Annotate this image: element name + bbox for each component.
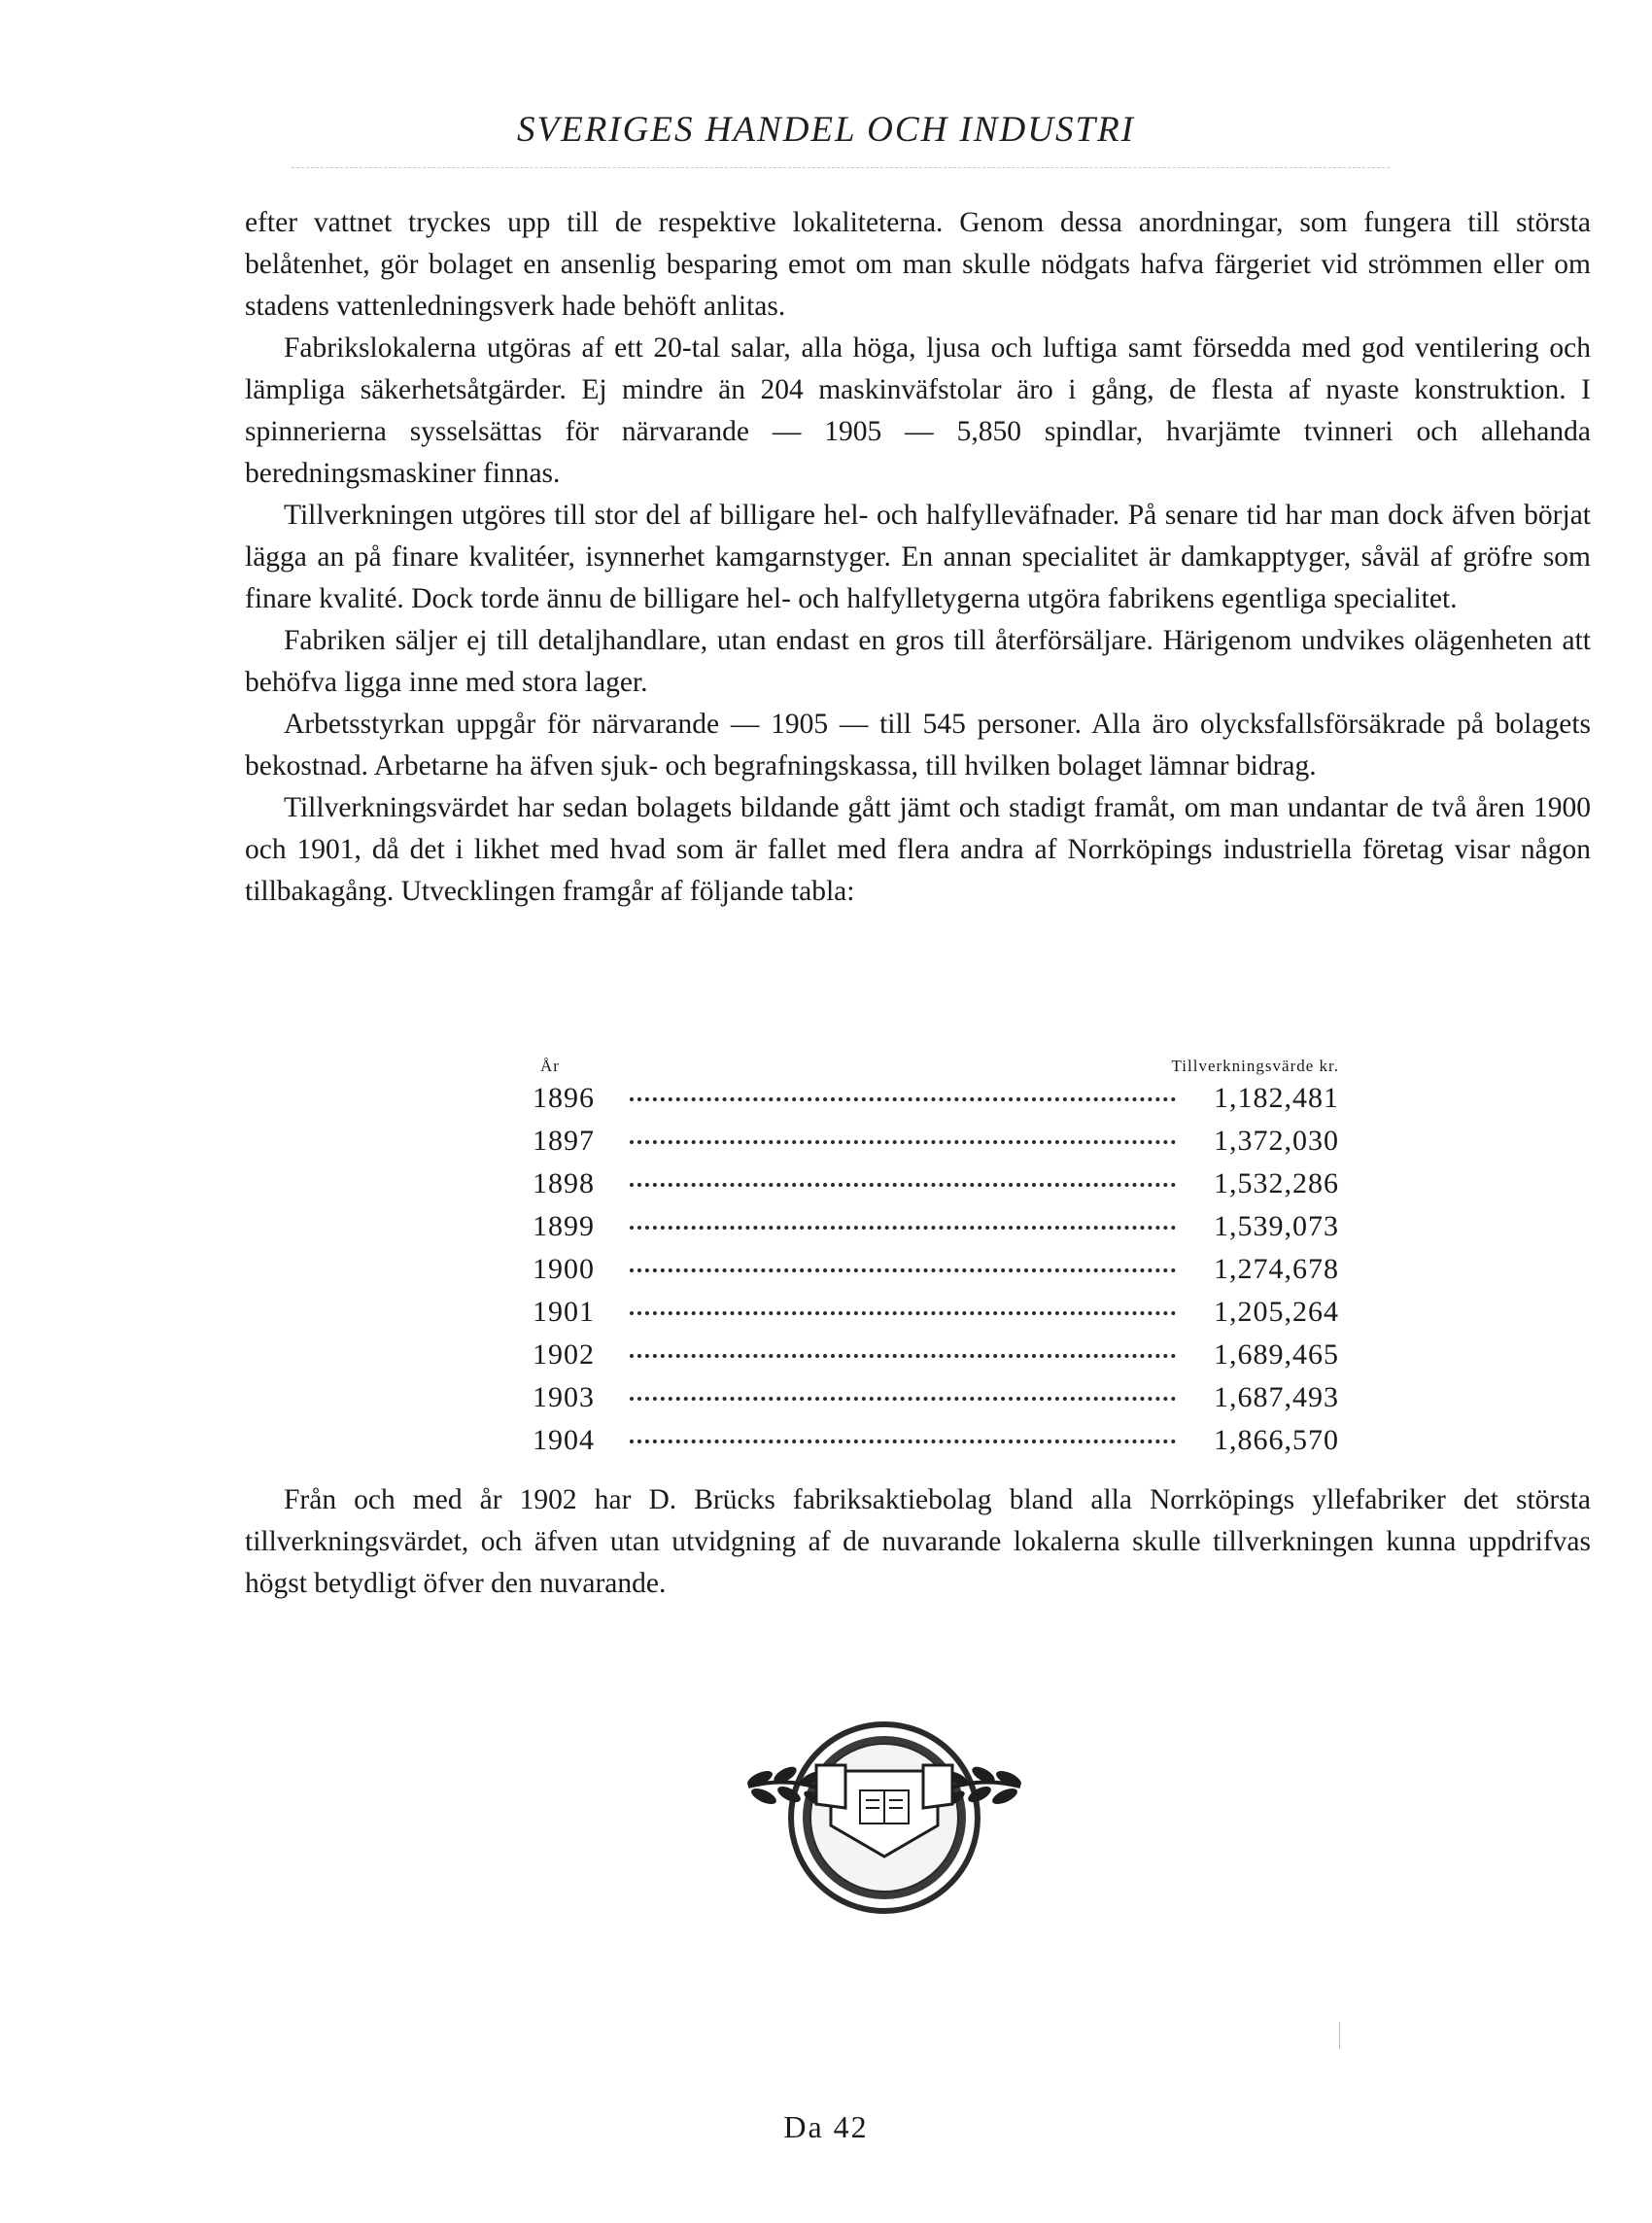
row-year: 1901: [533, 1296, 595, 1328]
column-header-value: Tillverkningsvärde kr.: [1171, 1057, 1339, 1075]
table-row: [533, 1210, 1339, 1253]
row-value: 1,539,073: [1214, 1210, 1339, 1242]
table-row: [533, 1253, 1339, 1296]
dot-leader: [630, 1097, 1176, 1101]
margin-mark: [1339, 2022, 1340, 2049]
table-row: [533, 1082, 1339, 1125]
table-row: [533, 1381, 1339, 1424]
dot-leader: [630, 1311, 1176, 1315]
dot-leader: [630, 1268, 1176, 1272]
paragraph-1: efter vattnet tryckes upp till de respektive lokaliteterna. Genom dessa anordningar, som fungera till största belåtenhet, gör bolaget en ansenlig besparing emot om man skulle nödgats hafva färgeriet vid strömmen eller om stadens vattenledningsverk hade behöft anlitas.: [245, 207, 1591, 322]
dot-leader: [630, 1140, 1176, 1144]
closing-text: [245, 1479, 1591, 1605]
row-value: 1,205,264: [1214, 1296, 1339, 1328]
header-rule: [292, 167, 1390, 168]
dot-leader: [630, 1354, 1176, 1358]
row-value: 1,372,030: [1214, 1125, 1339, 1157]
production-value-table: [533, 1053, 1339, 1467]
paragraph-2: Fabrikslokalerna utgöras af ett 20-tal salar, alla höga, ljusa och luftiga samt försedda med god ventilering och lämpliga säkerhetsåtgärder. Ej mindre än 204 maskinväfstolar äro i gång, de flesta af nyaste konstruktion. I spinnerierna sysselsättas för närvarande — 1905 — 5,850 spindlar, hvarjämte tvinneri och allehanda beredningsmaskiner finnas.: [245, 332, 1591, 489]
column-header-year: År: [540, 1057, 560, 1075]
row-year: 1896: [533, 1082, 595, 1114]
row-value: 1,532,286: [1214, 1167, 1339, 1199]
row-value: 1,274,678: [1214, 1253, 1339, 1285]
table-row: [533, 1125, 1339, 1167]
row-value: 1,182,481: [1214, 1082, 1339, 1114]
row-year: 1900: [533, 1253, 595, 1285]
row-year: 1904: [533, 1424, 595, 1456]
paragraph-4: Fabriken säljer ej till detaljhandlare, utan endast en gros till återförsäljare. Härigenom undvikes olägenheten att behöfva ligga inne med stora lager.: [245, 625, 1591, 698]
body-text: [245, 202, 1591, 913]
table-row: [533, 1167, 1339, 1210]
running-title: SVERIGES HANDEL OCH INDUSTRI: [517, 110, 1135, 150]
table-row: [533, 1296, 1339, 1338]
row-year: 1899: [533, 1210, 595, 1242]
book-icon: [860, 1790, 909, 1824]
dot-leader: [630, 1397, 1176, 1401]
closing-paragraph: Från och med år 1902 har D. Brücks fabriksaktiebolag bland alla Norrköpings yllefabriker det största tillverkningsvärdet, och äfven utan utvidgning af de nuvarande lokalerna skulle tillverkningen kunna uppdrifvas högst betydligt öfver den nuvarande.: [245, 1484, 1591, 1599]
paragraph-5: Arbetsstyrkan uppgår för närvarande — 1905 — till 545 personer. Alla äro olycksfallsförsäkrade på bolagets bekostnad. Arbetarne ha äfven sjuk- och begrafningskassa, till hvilken bolaget lämnar bidrag.: [245, 709, 1591, 782]
row-value: 1,689,465: [1214, 1338, 1339, 1371]
dot-leader: [630, 1183, 1176, 1187]
dot-leader: [630, 1226, 1176, 1230]
row-year: 1898: [533, 1167, 595, 1199]
dot-leader: [630, 1440, 1176, 1443]
emblem-ornament: [739, 1711, 1030, 1925]
row-year: 1902: [533, 1338, 595, 1371]
page-number: Da 42: [783, 2109, 869, 2144]
paragraph-6: Tillverkningsvärdet har sedan bolagets bildande gått jämt och stadigt framåt, om man undantar de två åren 1900 och 1901, då det i likhet med hvad som är fallet med flera andra af Norrköpings industriella företag visar någon tillbakagång. Utvecklingen framgår af följande tabla:: [245, 792, 1591, 907]
table-header: [533, 1053, 1339, 1082]
table-row: [533, 1338, 1339, 1381]
paragraph-3: Tillverkningen utgöres till stor del af billigare hel- och halfylleväfnader. På senare tid har man dock äfven börjat lägga an på finare kvalitéer, isynnerhet kamgarnstyger. En annan specialitet är damkapptyger, såväl af gröfre som finare kvalité. Dock torde ännu de billigare hel- och halfylletygerna utgöra fabrikens egentliga specialitet.: [245, 500, 1591, 614]
row-year: 1903: [533, 1381, 595, 1413]
row-value: 1,687,493: [1214, 1381, 1339, 1413]
row-year: 1897: [533, 1125, 595, 1157]
row-value: 1,866,570: [1214, 1424, 1339, 1456]
table-row: [533, 1424, 1339, 1467]
